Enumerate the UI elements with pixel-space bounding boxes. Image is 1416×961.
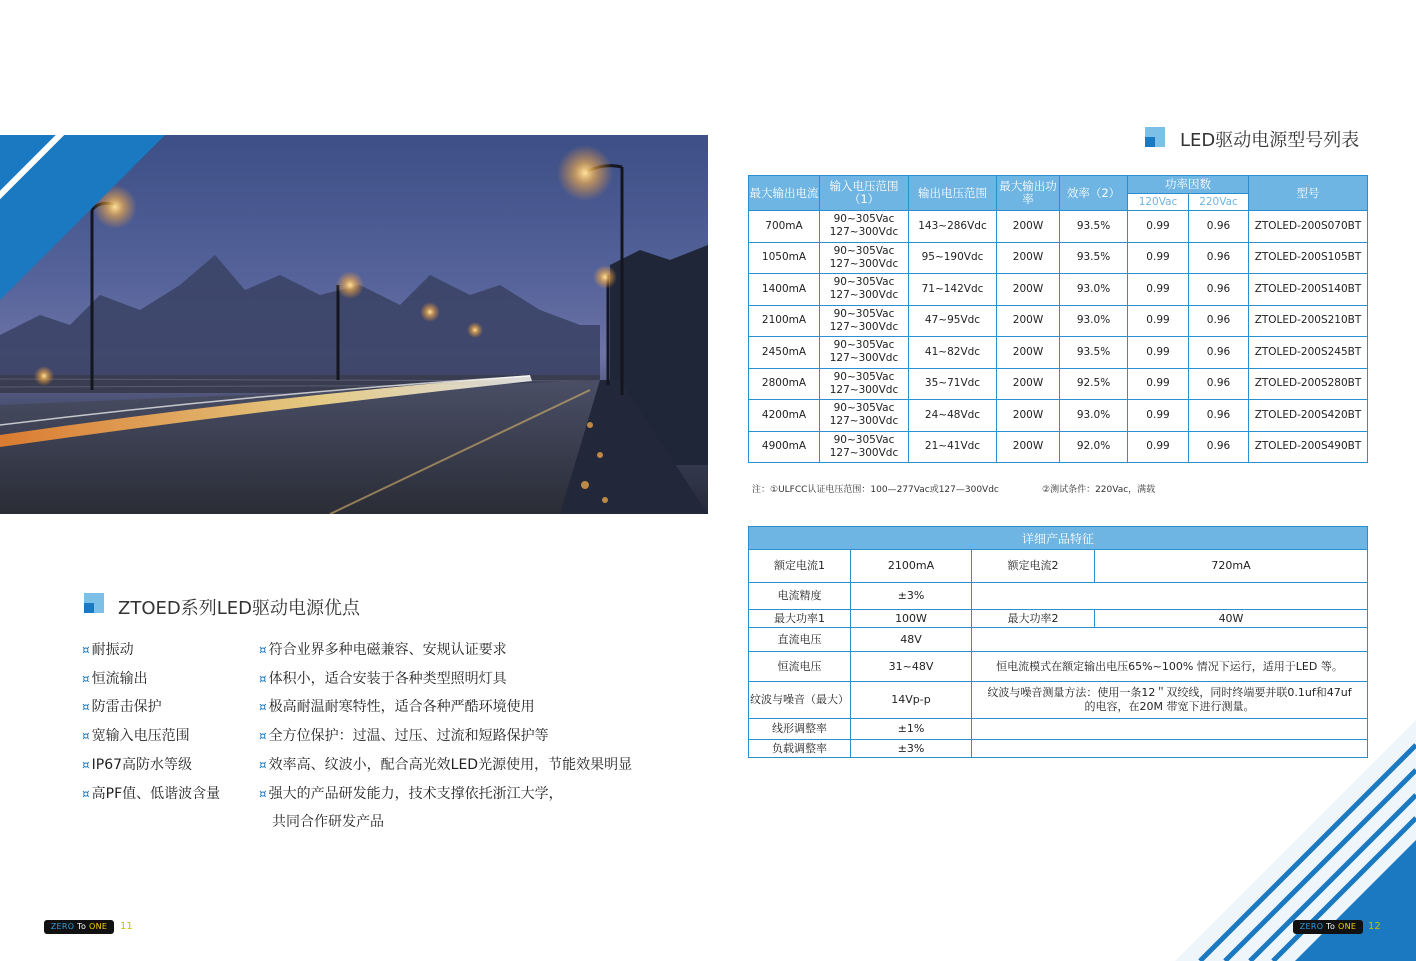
model-table-title: LED驱动电源型号列表 (1180, 130, 1360, 151)
cell-pf220: 0.96 (1189, 368, 1249, 400)
cell-power: 200W (997, 400, 1060, 432)
header-model: 型号 (1249, 176, 1368, 211)
cell-current: 1050mA (749, 242, 820, 274)
accuracy-label: 电流精度 (749, 583, 851, 610)
cell-input-range (820, 337, 909, 369)
table-note-1: 注：①ULFCC认证电压范围：100—277Vac或127—300Vdc (752, 485, 999, 495)
cell-input-range (820, 305, 909, 337)
cell-out: 24~48Vdc (909, 400, 997, 432)
cc-voltage-note: 恒电流模式在额定输出电压65%~100% 情况下运行，适用于LED 等。 (972, 652, 1368, 682)
cell-input-line: 90~305Vac (833, 370, 895, 383)
cell-eff: 93.5% (1060, 337, 1128, 369)
page-number: 12 (1368, 921, 1381, 932)
cell-input-line: 127~300Vdc (829, 383, 899, 396)
rated-current2-value: 720mA (1095, 550, 1368, 583)
table-row (749, 337, 1368, 369)
cell-input-line: 90~305Vac (833, 213, 895, 226)
table-row (749, 368, 1368, 400)
brand-logo: ZERO To ONE (1293, 920, 1363, 934)
cell-power: 200W (997, 368, 1060, 400)
cell-power: 200W (997, 431, 1060, 463)
max-power1-label: 最大功率1 (749, 610, 851, 628)
cell-eff: 93.5% (1060, 242, 1128, 274)
model-table (748, 175, 1368, 463)
cell-pf120: 0.99 (1128, 305, 1189, 337)
ripple-label: 纹波与噪音（最大） (749, 682, 851, 719)
list-item: ¤ 效率高、纹波小，配合高光效LED光源使用，节能效果明显 (259, 756, 633, 773)
cell-model: ZTOLED-200S070BT (1249, 211, 1368, 243)
header-max-current: 最大输出电流 (749, 176, 820, 211)
max-power2-label: 最大功率2 (972, 610, 1095, 628)
table-row (749, 274, 1368, 306)
cell-out: 35~71Vdc (909, 368, 997, 400)
cell-power: 200W (997, 337, 1060, 369)
header-pf-220: 220Vac (1189, 194, 1249, 211)
cell-pf220: 0.96 (1189, 305, 1249, 337)
cell-power: 200W (997, 274, 1060, 306)
cell-input-range (820, 400, 909, 432)
cell-model: ZTOLED-200S105BT (1249, 242, 1368, 274)
cell-pf120: 0.99 (1128, 400, 1189, 432)
list-item: ¤ 强大的产品研发能力，技术支撑依托浙江大学， (259, 785, 563, 802)
cell-input-range (820, 368, 909, 400)
cell-input-range (820, 242, 909, 274)
cell-out: 95~190Vdc (909, 242, 997, 274)
cell-eff: 93.0% (1060, 305, 1128, 337)
cell-input-line: 127~300Vdc (829, 446, 899, 459)
header-max-power: 最大输出功率 (997, 176, 1060, 211)
cell-input-line: 127~300Vdc (829, 289, 899, 302)
cell-pf120: 0.99 (1128, 211, 1189, 243)
cell-eff: 93.0% (1060, 274, 1128, 306)
ripple-value: 14Vp-p (851, 682, 972, 719)
line-reg-value: ±1% (851, 719, 972, 740)
header-output-range: 输出电压范围 (909, 176, 997, 211)
cell-input-line: 90~305Vac (833, 402, 895, 415)
cell-pf220: 0.96 (1189, 274, 1249, 306)
features-title: 详细产品特征 (749, 527, 1368, 550)
list-item: ¤ 极高耐温耐寒特性，适合各种严酷环境使用 (259, 699, 535, 716)
cc-voltage-value: 31~48V (851, 652, 972, 682)
cell-pf120: 0.99 (1128, 242, 1189, 274)
header-power-factor: 功率因数 (1128, 176, 1249, 194)
advantages-left-list (82, 636, 252, 808)
cell-input-line: 90~305Vac (833, 307, 895, 320)
advantages-right-list (259, 636, 679, 837)
cell-out: 143~286Vdc (909, 211, 997, 243)
cell-pf220: 0.96 (1189, 431, 1249, 463)
cell-pf220: 0.96 (1189, 400, 1249, 432)
list-item: ¤ 全方位保护：过温、过压、过流和短路保护等 (259, 728, 549, 745)
page-number: 11 (120, 921, 133, 932)
table-row (749, 400, 1368, 432)
cell-current: 2100mA (749, 305, 820, 337)
cell-pf220: 0.96 (1189, 242, 1249, 274)
list-item: ¤ 恒流输出 (82, 670, 148, 687)
cell-input-line: 90~305Vac (833, 276, 895, 289)
cell-current: 2450mA (749, 337, 820, 369)
cc-voltage-label: 恒流电压 (749, 652, 851, 682)
cell-input-range (820, 211, 909, 243)
ripple-note: 纹波与噪音测量方法：使用一条12＂双绞线，同时终端要并联0.1uf和47uf 的电容，在20M 带宽下进行测量。 (972, 682, 1368, 719)
cell-pf220: 0.96 (1189, 211, 1249, 243)
cell-current: 2800mA (749, 368, 820, 400)
cell-model: ZTOLED-200S245BT (1249, 337, 1368, 369)
dc-voltage-value: 48V (851, 628, 972, 652)
advantages-title: ZTOED系列LED驱动电源优点 (118, 598, 360, 619)
cell-out: 47~95Vdc (909, 305, 997, 337)
brand-logo: ZERO To ONE (44, 920, 114, 934)
accuracy-value: ±3% (851, 583, 972, 610)
list-item: ¤ 体积小，适合安装于各种类型照明灯具 (259, 670, 507, 687)
cell-model: ZTOLED-200S490BT (1249, 431, 1368, 463)
section-square-icon (1145, 127, 1165, 147)
cell-model: ZTOLED-200S140BT (1249, 274, 1368, 306)
cell-input-range (820, 274, 909, 306)
cell-pf120: 0.99 (1128, 337, 1189, 369)
max-power2-value: 40W (1095, 610, 1368, 628)
cell-pf120: 0.99 (1128, 431, 1189, 463)
cell-pf220: 0.96 (1189, 337, 1249, 369)
cell-input-range (820, 431, 909, 463)
cell-current: 4900mA (749, 431, 820, 463)
load-reg-label: 负载调整率 (749, 740, 851, 758)
table-row (749, 305, 1368, 337)
cell-pf120: 0.99 (1128, 368, 1189, 400)
cell-input-line: 90~305Vac (833, 339, 895, 352)
cell-input-line: 127~300Vdc (829, 320, 899, 333)
rated-current2-label: 额定电流2 (972, 550, 1095, 583)
cell-model: ZTOLED-200S280BT (1249, 368, 1368, 400)
cell-current: 4200mA (749, 400, 820, 432)
list-item-continuation: 共同合作研发产品 (272, 814, 384, 831)
table-row (749, 242, 1368, 274)
line-reg-label: 线形调整率 (749, 719, 851, 740)
table-row (749, 431, 1368, 463)
header-input-range: 输入电压范围（1） (820, 176, 909, 211)
section-square-icon (84, 593, 104, 613)
cell-eff: 93.5% (1060, 211, 1128, 243)
cell-model: ZTOLED-200S420BT (1249, 400, 1368, 432)
cell-current: 1400mA (749, 274, 820, 306)
header-efficiency: 效率（2） (1060, 176, 1128, 211)
cell-power: 200W (997, 242, 1060, 274)
list-item: ¤ 符合业界多种电磁兼容、安规认证要求 (259, 642, 507, 658)
cell-out: 41~82Vdc (909, 337, 997, 369)
corner-triangle-decoration (0, 135, 165, 300)
cell-input-line: 127~300Vdc (829, 226, 899, 239)
cell-eff: 92.0% (1060, 431, 1128, 463)
cell-out: 21~41Vdc (909, 431, 997, 463)
cell-eff: 92.5% (1060, 368, 1128, 400)
table-note-2: ②测试条件：220Vac，满载 (1042, 485, 1156, 495)
list-item: ¤ 高PF值、低谐波含量 (82, 785, 221, 802)
cell-input-line: 127~300Vdc (829, 352, 899, 365)
list-item: ¤ 防雷击保护 (82, 699, 162, 716)
cell-eff: 93.0% (1060, 400, 1128, 432)
cell-pf120: 0.99 (1128, 274, 1189, 306)
cell-power: 200W (997, 305, 1060, 337)
dc-voltage-label: 直流电压 (749, 628, 851, 652)
table-row (749, 211, 1368, 243)
cell-input-line: 90~305Vac (833, 433, 895, 446)
list-item: ¤ 宽输入电压范围 (82, 728, 190, 745)
load-reg-value: ±3% (851, 740, 972, 758)
list-item: ¤ IP67高防水等级 (82, 756, 193, 773)
list-item: ¤ 耐振动 (82, 642, 134, 658)
rated-current1-label: 额定电流1 (749, 550, 851, 583)
cell-input-line: 127~300Vdc (829, 257, 899, 270)
rated-current1-value: 2100mA (851, 550, 972, 583)
cell-out: 71~142Vdc (909, 274, 997, 306)
header-pf-120: 120Vac (1128, 194, 1189, 211)
cell-power: 200W (997, 211, 1060, 243)
cell-input-line: 127~300Vdc (829, 415, 899, 428)
cell-current: 700mA (749, 211, 820, 243)
cell-input-line: 90~305Vac (833, 244, 895, 257)
cell-model: ZTOLED-200S210BT (1249, 305, 1368, 337)
max-power1-value: 100W (851, 610, 972, 628)
